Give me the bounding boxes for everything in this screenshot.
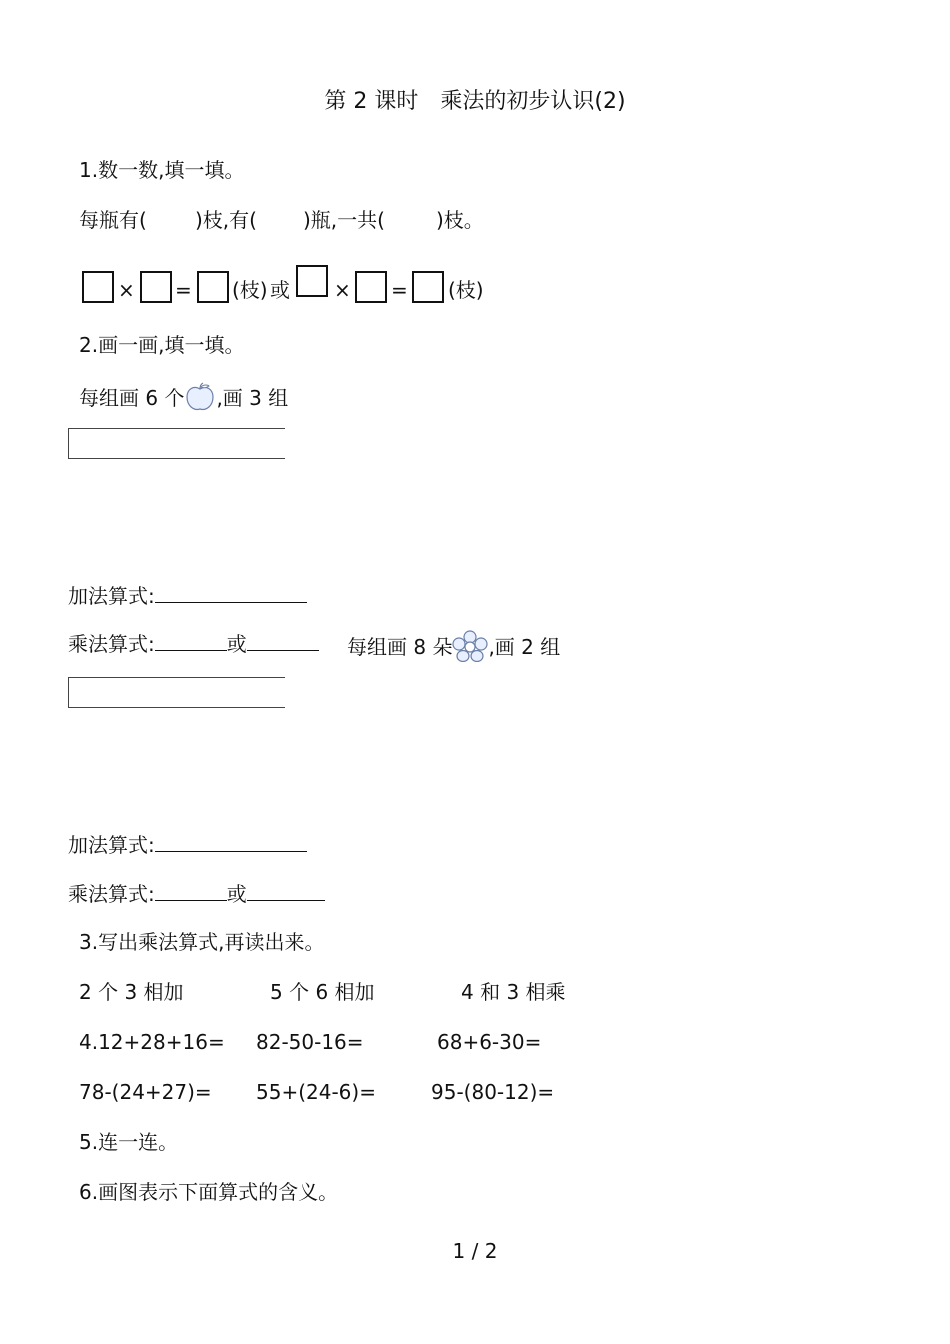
q2-part1-suffix: ,画 3 组: [216, 386, 289, 410]
apple-icon: [184, 381, 216, 418]
multiplication-label: 乘法算式:: [68, 632, 155, 656]
answer-box[interactable]: [82, 271, 114, 303]
q6-heading: 6.画图表示下面算式的含义。: [79, 1180, 339, 1204]
q2-part2-instruction: [347, 630, 560, 667]
page-title: 第 2 课时 乘法的初步认识(2): [324, 89, 626, 114]
times-sign: ×: [334, 278, 351, 302]
q2-part2-addition-row: [68, 831, 307, 857]
q2-part2-multiplication-row: [68, 880, 325, 906]
multiplication-blank[interactable]: [155, 630, 227, 651]
drawing-area[interactable]: [68, 677, 285, 708]
q1-text-c: )瓶,一共(: [303, 208, 385, 232]
unit-label: (枝): [448, 278, 484, 302]
addition-label: 加法算式:: [68, 833, 155, 857]
or-label: 或: [270, 278, 290, 302]
q3-item: 4 和 3 相乘: [461, 980, 566, 1004]
q2-part1-multiplication-row: [68, 630, 319, 656]
page-number: 1 / 2: [452, 1239, 498, 1263]
q2-part2-suffix: ,画 2 组: [488, 635, 561, 659]
q3-item: 5 个 6 相加: [270, 980, 375, 1004]
q4-expression: 95-(80-12)=: [431, 1080, 555, 1104]
addition-blank[interactable]: [155, 831, 307, 852]
answer-box[interactable]: [140, 271, 172, 303]
q1-text-d: )枝。: [436, 208, 484, 232]
addition-blank[interactable]: [155, 582, 307, 603]
answer-box[interactable]: [197, 271, 229, 303]
q2-part2-prefix: 每组画 8 朵: [347, 635, 453, 659]
q1-text-a: 每瓶有(: [79, 208, 147, 232]
multiplication-blank[interactable]: [155, 880, 227, 901]
q2-heading: 2.画一画,填一填。: [79, 333, 245, 357]
or-label: 或: [226, 882, 247, 906]
q1-text-b: )枝,有(: [195, 208, 257, 232]
q3-heading: 3.写出乘法算式,再读出来。: [79, 930, 325, 954]
answer-box[interactable]: [296, 265, 328, 297]
q4-expression: 78-(24+27)=: [79, 1080, 212, 1104]
q3-item: 2 个 3 相加: [79, 980, 184, 1004]
q4-expression: 82-50-16=: [256, 1030, 364, 1054]
q2-part1-prefix: 每组画 6 个: [79, 386, 185, 410]
unit-label: (枝): [232, 278, 268, 302]
times-sign: ×: [118, 278, 135, 302]
equals-sign: =: [391, 278, 408, 302]
q1-fill-line: [79, 208, 499, 232]
multiplication-blank[interactable]: [247, 630, 319, 651]
multiplication-label: 乘法算式:: [68, 882, 155, 906]
equals-sign: =: [175, 278, 192, 302]
or-label: 或: [226, 632, 247, 656]
q4-expression: 55+(24-6)=: [256, 1080, 376, 1104]
multiplication-blank[interactable]: [247, 880, 325, 901]
q2-part1-addition-row: [68, 582, 307, 608]
q5-heading: 5.连一连。: [79, 1130, 179, 1154]
q4-expression: 68+6-30=: [437, 1030, 542, 1054]
answer-box[interactable]: [355, 271, 387, 303]
q4-expression: 4.12+28+16=: [79, 1030, 225, 1054]
q1-heading: 1.数一数,填一填。: [79, 158, 245, 182]
q2-part1-instruction: [79, 381, 288, 418]
answer-box[interactable]: [412, 271, 444, 303]
flower-icon: [452, 630, 488, 667]
drawing-area[interactable]: [68, 428, 285, 459]
addition-label: 加法算式:: [68, 584, 155, 608]
